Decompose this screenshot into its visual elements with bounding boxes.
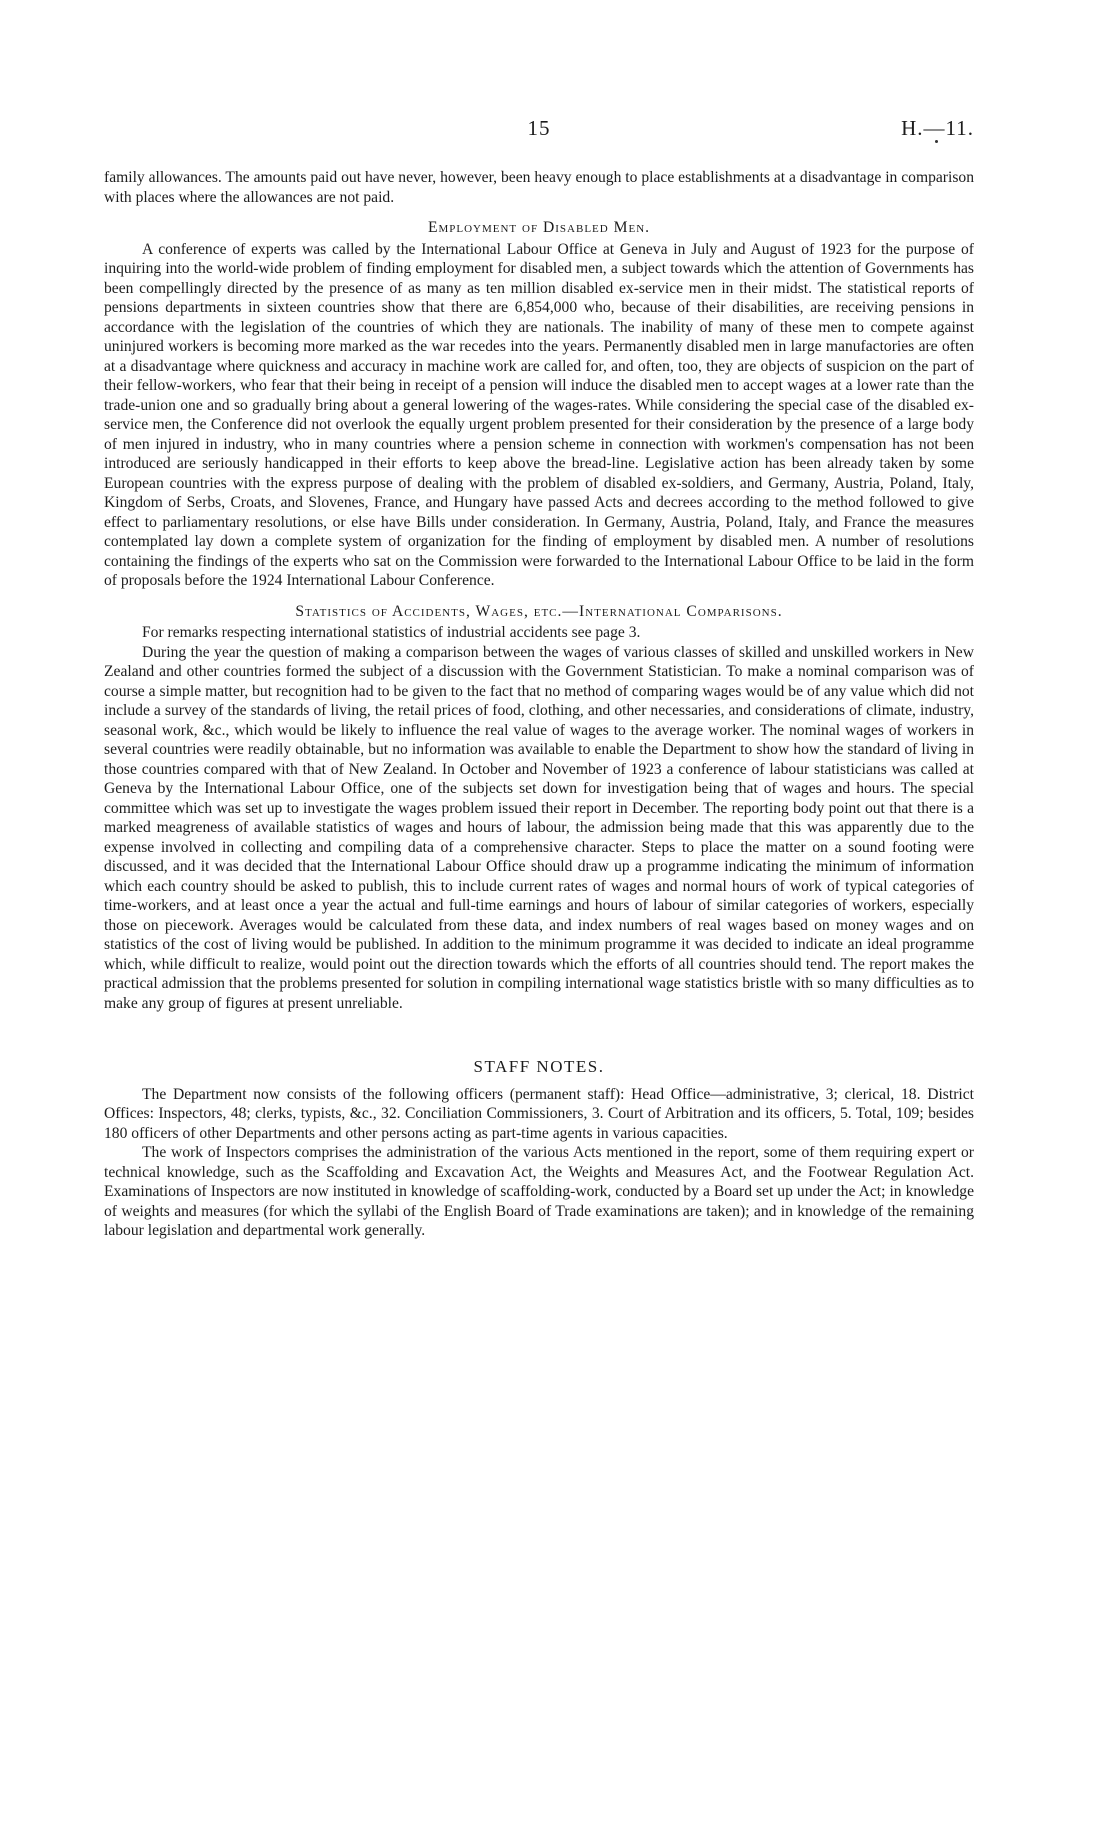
- section-heading-statistics: Statistics of Accidents, Wages, etc.—International Comparisons.: [295, 602, 783, 620]
- document-reference: H.—11.: [901, 116, 974, 140]
- paragraph-inspector-work: The work of Inspectors comprises the administration of the various Acts mentioned in the report, some of them requiring expert or technical knowledge, such as the Scaffolding and Excavation Act, the Weights and Measures Act, and the Footwear Regulation Act. Examinations of Inspectors are now instituted in knowledge of scaffolding-work, conducted by a Board set up under the Act; in knowledge of weights and measures (for which the syllabi of the English Board of Trade examinations are taken); and in knowledge of the remaining labour legislation and departmental work generally.: [104, 1144, 974, 1239]
- section-staff-notes: [104, 1057, 974, 1241]
- paragraph-statistics-remark: For remarks respecting international statistics of industrial accidents see page 3.: [142, 624, 641, 641]
- page-number: 15: [527, 116, 551, 140]
- section-heading-disabled-men: Employment of Disabled Men.: [427, 219, 651, 236]
- paragraph-statistics-wages: During the year the question of making a comparison between the wages of various classes of skilled and unskilled workers in New Zealand and other countries formed the subject of a discussion with the Government Statistician. To make a nominal comparison was of course a simple matter, but recognition had to be given to the fact that no method of comparing wages would be of any value which did not include a survey of the standards of living, the retail prices of food, clothing, and other necessaries, and considerations of climate, industry, seasonal work, &c., which would be likely to influence the real value of wages to the average worker. The nominal wages of workers in several countries were readily obtainable, but no information was available to enable the Department to show how the standard of living in those countries compared with that of New Zealand. In October and November of 1923 a conference of labour statisticians was called at Geneva by the International Labour Office, one of the subjects set down for investigation being that of wages and hours. The special committee which was set up to investigate the wages problem issued their report in December. The reporting body point out that there is a marked meagreness of available statistics of wages and hours of labour, the admission being made that this was apparently due to the expense involved in collecting and compiling data of a comprehensive character. Steps to place the matter on a sound footing were discussed, and it was decided that the International Labour Office should draw up a programme indicating the minimum of information which each country should be asked to publish, this to include current rates of wages and normal hours of work of typical categories of time-workers, and at least once a year the actual and full-time earnings and hours of labour of similar categories of workers, especially those on piecework. Averages would be calculated from these data, and index numbers of real wages based on money wages and on statistics of the cost of living would be published. In addition to the minimum programme it was decided to indicate an ideal programme which, while difficult to realize, would point out the direction towards which the efforts of all countries should tend. The report makes the practical admission that the problems presented for solution in compiling international wage statistics bristle with so many difficulties as to make any group of figures at present unreliable.: [104, 643, 974, 1012]
- paragraph-disabled-men: A conference of experts was called by the International Labour Office at Geneva in July and August of 1923 for the purpose of inquiring into the world-wide problem of finding employment for disabled men, a subject towards which the attention of Governments has been compellingly directed by the presence of as many as ten million disabled ex-service men in their midst. The statistical reports of pensions departments in sixteen countries show that there are 6,854,000 who, because of their disabilities, are receiving pensions in accordance with the legislation of the countries of which they are nationals. The inability of many of these men to compete against uninjured workers is becoming more marked as the war recedes into the years. Permanently disabled men in large manufactories are often at a disadvantage where quickness and accuracy in machine work are called for, and often, too, they are objects of suspicion on the part of their fellow-workers, who fear that their being in receipt of a pension will induce the disabled men to accept wages at a lower rate than the trade-union one and so gradually bring about a general lowering of the wages-rates. While considering the special case of the disabled ex-service men, the Conference did not overlook the equally urgent problem presented for their consideration by the presence of a large body of men injured in industry, who in many countries where a pension scheme in connection with workmen's compensation has not been introduced are seriously handicapped in their efforts to keep above the bread-line. Legislative action has been already taken by some European countries with the express purpose of dealing with the problem of disabled ex-soldiers, and Germany, Austria, Poland, Italy, Kingdom of Serbs, Croats, and Slovenes, France, and Hungary have passed Acts and decrees according to the method followed to give effect to parliamentary resolutions, or else have Bills under consideration. In Germany, Austria, Poland, Italy, and France the measures contemplated lay down a complete system of organization for the finding of employment by disabled men. A number of resolutions containing the findings of the experts who sat on the Commission were forwarded to the International Labour Office to be laid in the form of proposals before the 1924 International Labour Conference.: [104, 240, 974, 589]
- section-heading-staff-notes: STAFF NOTES.: [473, 1057, 605, 1076]
- body-text: [104, 168, 974, 1241]
- page-header: [104, 116, 974, 146]
- paragraph-staff-composition: The Department now consists of the following officers (permanent staff): Head Office—administrative, 3; clerical, 18. District Offices: Inspectors, 48; clerks, typists, &c., 32. Conciliation Commissioners, 3. Court of Arbitration and its officers, 5. Total, 109; besides 180 officers of other Departments and other persons acting as part-time agents in various capacities.: [104, 1085, 974, 1142]
- section-statistics: [104, 602, 974, 1014]
- intro-paragraph: family allowances. The amounts paid out have never, however, been heavy enough to place establishments at a disadvantage in comparison with places where the allowances are not paid.: [104, 169, 974, 206]
- section-disabled-men: [104, 218, 974, 591]
